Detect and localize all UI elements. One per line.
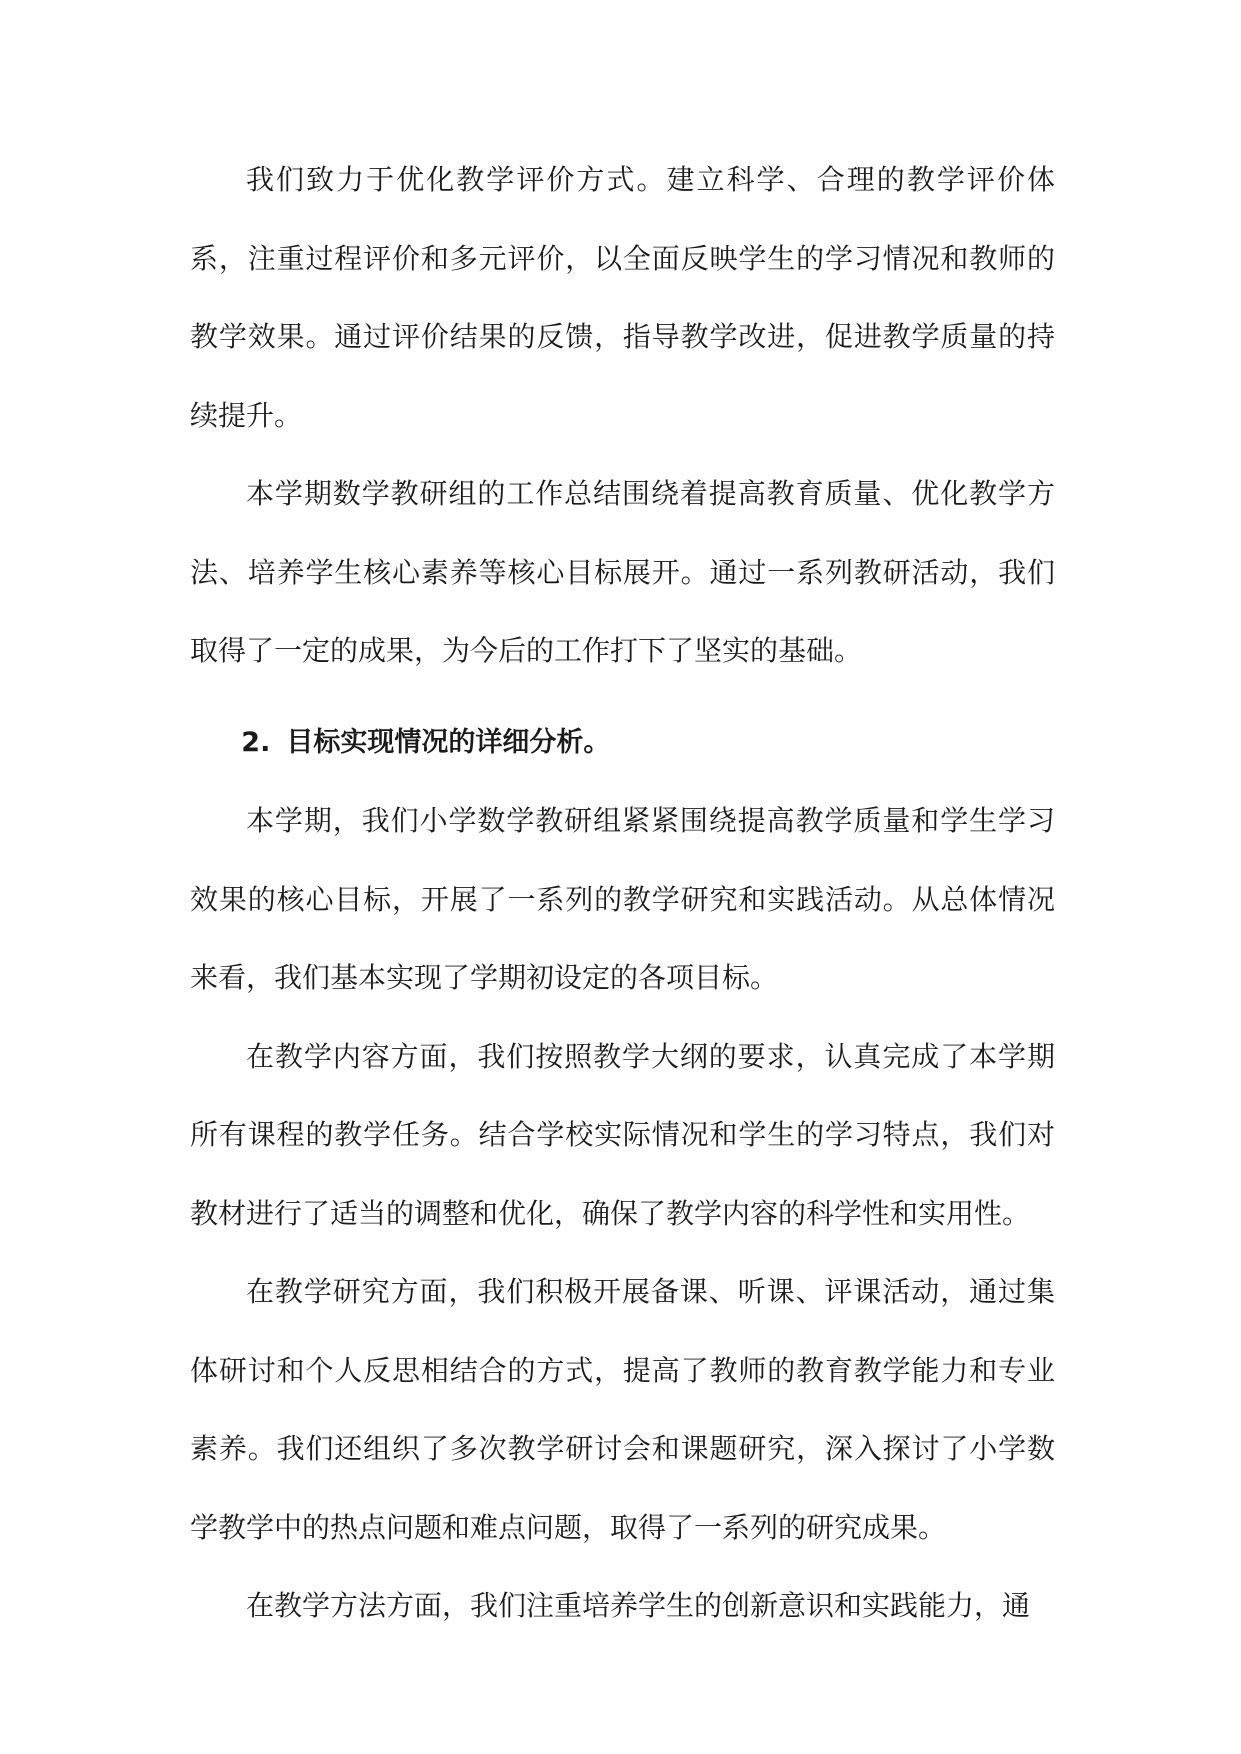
paragraph-teaching-research: 在教学研究方面，我们积极开展备课、听课、评课活动，通过集体研讨和个人反思相结合的方式，提高了教师的教育教学能力和专业素养。我们还组织了多次教学研讨会和课题研究，深入探讨了小学数学教学中的热点问题和难点问题，取得了一系列的研究成果。 bbox=[190, 1275, 1055, 1544]
paragraph-overall-goals: 本学期，我们小学数学教研组紧紧围绕提高教学质量和学生学习效果的核心目标，开展了一系列的教学研究和实践活动。从总体情况来看，我们基本实现了学期初设定的各项目标。 bbox=[190, 804, 1055, 994]
paragraph-teaching-methods: 在教学方法方面，我们注重培养学生的创新意识和实践能力，通 bbox=[246, 1589, 1031, 1622]
section-heading-number: 2. bbox=[241, 726, 271, 758]
paragraph-teaching-content: 在教学内容方面，我们按照教学大纲的要求，认真完成了本学期所有课程的教学任务。结合学校实际情况和学生的学习特点，我们对教材进行了适当的调整和优化，确保了教学内容的科学性和实用性。 bbox=[190, 1039, 1055, 1230]
document-body bbox=[190, 141, 1055, 1646]
paragraph-evaluation-methods: 我们致力于优化教学评价方式。建立科学、合理的教学评价体系，注重过程评价和多元评价，以全面反映学生的学习情况和教师的教学效果。通过评价结果的反馈，指导教学改进，促进教学质量的持续提升。 bbox=[190, 163, 1055, 432]
section-heading-title: 目标实现情况的详细分析。 bbox=[286, 726, 611, 758]
section-heading bbox=[190, 691, 1055, 783]
paragraph-semester-summary: 本学期数学教研组的工作总结围绕着提高教育质量、优化教学方法、培养学生核心素养等核心目标展开。通过一系列教研活动，我们取得了一定的成果，为今后的工作打下了坚实的基础。 bbox=[190, 477, 1055, 667]
